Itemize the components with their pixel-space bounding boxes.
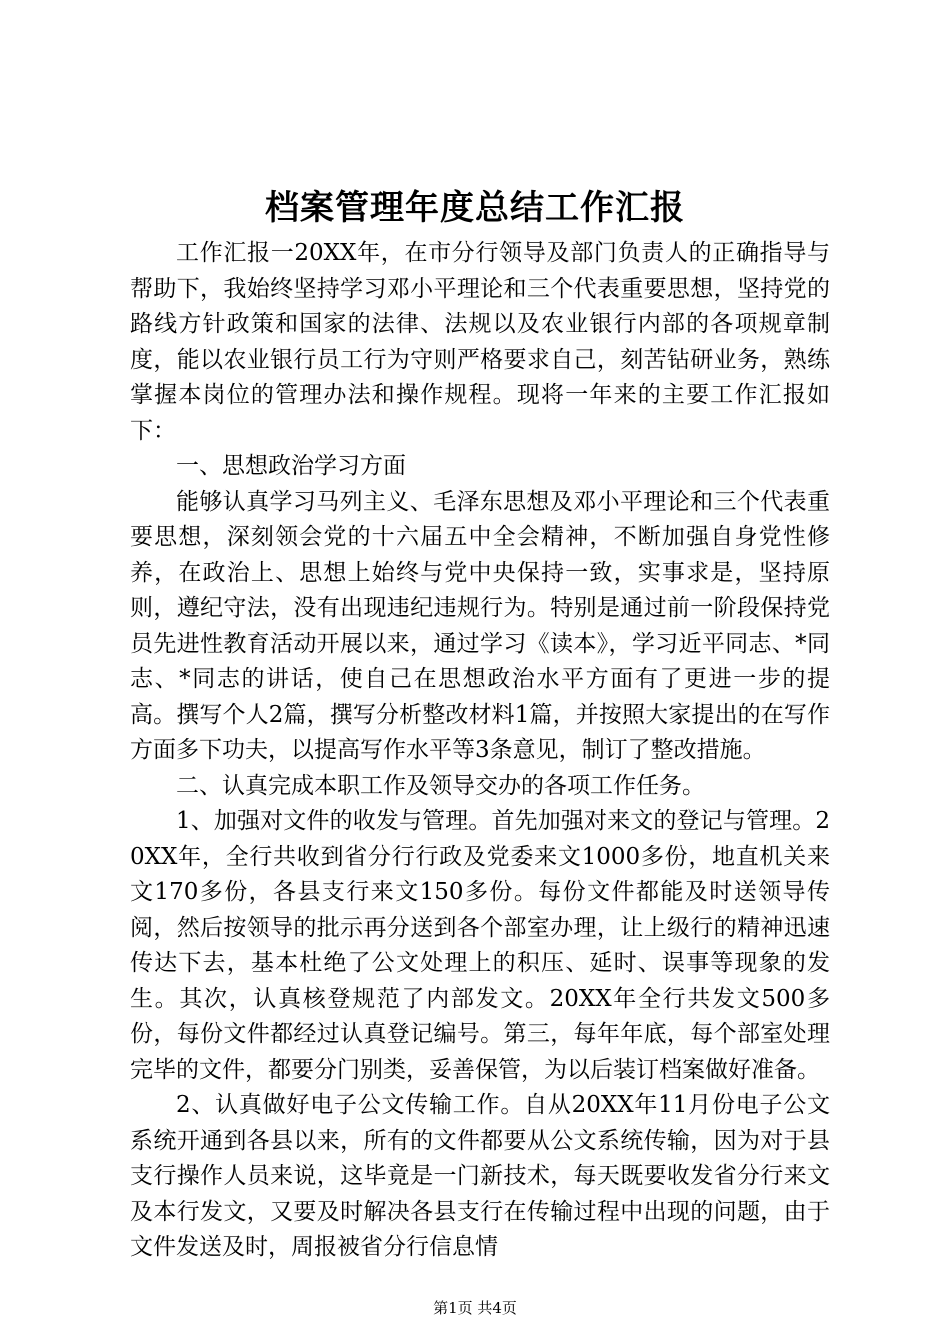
section-heading-political-study: 一、思想政治学习方面 <box>176 453 406 479</box>
paragraph-political-study: 能够认真学习马列主义、毛泽东思想及邓小平理论和三个代表重要思想，深刻领会党的十六届五中全会精神，不断加强自身党性修养，在政治上、思想上始终与党中央保持一致，实事求是，坚持原则，遵纪守法，没有出现违纪违规行为。特别是通过前一阶段保持党员先进性教育活动开展以来，通过学习《读本》，学习近平同志、*同志、*同志的讲话，使自己在思想政治水平方面有了更进一步的提高。撰写个人2篇，撰写分析整改材料1篇，并按照大家提出的在写作方面多下功夫，以提高写作水平等3条意见，制订了整改措施。 <box>130 488 830 763</box>
section-heading-duties: 二、认真完成本职工作及领导交办的各项工作任务。 <box>176 772 705 799</box>
paragraph-intro: 工作汇报一20XX年，在市分行领导及部门负责人的正确指导与帮助下，我始终坚持学习邓小平理论和三个代表重要思想，坚持党的路线方针政策和国家的法律、法规以及农业银行内部的各项规章制度，能以农业银行员工行为守则严格要求自己，刻苦钻研业务，熟练掌握本岗位的管理办法和操作规程。现将一年来的主要工作汇报如下： <box>130 240 830 444</box>
document-title: 档案管理年度总结工作汇报 <box>265 188 685 228</box>
page-number-footer: 第1页 共4页 <box>433 1299 517 1317</box>
paragraph-electronic-transmission: 2、认真做好电子公文传输工作。自从20XX年11月份电子公文系统开通到各县以来，所有的文件都要从公文系统传输，因为对于县支行操作人员来说，这毕竟是一门新技术，每天既要收发省分行来文及本行发文，又要及时解决各县支行在传输过程中出现的问题，由于文件发送及时，周报被省分行信息情 <box>130 1092 830 1260</box>
document-body <box>130 236 830 1266</box>
paragraph-document-management: 1、加强对文件的收发与管理。首先加强对来文的登记与管理。20XX年，全行共收到省分行行政及党委来文1000多份，地直机关来文170多份，各县支行来文150多份。每份文件都能及时送领导传阅，然后按领导的批示再分送到各个部室办理，让上级行的精神迅速传达下去，基本杜绝了公文处理上的积压、延时、误事等现象的发生。其次，认真核登规范了内部发文。20XX年全行共发文500多份，每份文件都经过认真登记编号。第三，每年年底，每个部室处理完毕的文件，都要分门别类，妥善保管，为以后装订档案做好准备。 <box>130 808 830 1083</box>
